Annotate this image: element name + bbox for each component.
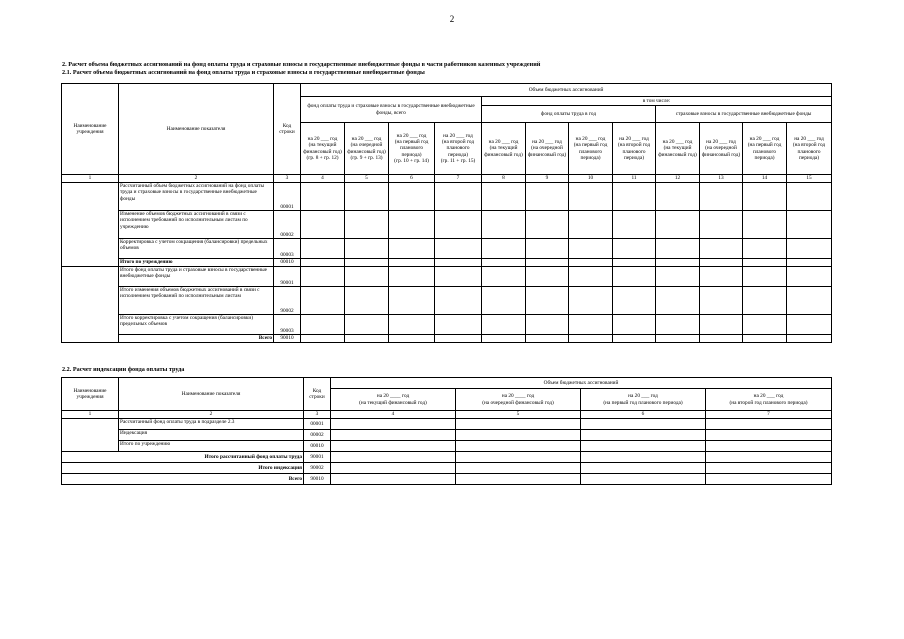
year-header: на 20 ___ год (на первый год планового периода) [743,123,787,175]
header-payroll: фонд оплаты труда в год [482,106,656,123]
value-cell [706,419,832,430]
value-cell [456,419,581,430]
table-row [62,239,832,259]
value-cell [435,315,482,335]
header-total-group: фонд оплаты труда и страховые взносы в государственные внебюджетные фонды, всего [301,97,482,123]
institution-cell [62,315,119,335]
value-cell [613,183,656,211]
value-cell [700,211,743,239]
value-cell [301,315,345,335]
column-number: 4 [301,175,345,183]
value-cell [613,267,656,287]
value-cell [613,239,656,259]
column-number: 2 [119,175,274,183]
year-header: на 20 ___ год (на первый год планового периода) (гр. 10 + гр. 14) [389,123,435,175]
column-number: 3 [274,175,301,183]
value-cell [435,239,482,259]
value-cell [581,441,706,452]
row-code: 00010 [274,259,301,267]
column-number: 10 [569,175,613,183]
value-cell [700,183,743,211]
value-cell [389,287,435,315]
header-including: в том числе: [482,97,832,106]
year-header: на 20 ___ год (на первый год планового периода) [581,389,706,411]
value-cell [345,315,389,335]
row-label: Рассчитанный фонд оплаты труда в подразделе 2.3 [119,419,304,430]
column-number: 4 [331,411,456,419]
value-cell [569,267,613,287]
value-cell [569,315,613,335]
value-cell [787,315,832,335]
value-cell [581,474,706,485]
year-header: на 20 ___ год (на текущий финансовый год) [482,123,526,175]
column-number: 1 [62,175,119,183]
value-cell [301,335,345,343]
value-cell [700,287,743,315]
value-cell [526,287,569,315]
subsection-1-title: 2.1. Расчет объема бюджетных ассигнований на фонд оплаты труда и страховые взносы в государственные внебюджетные фонды [62,69,425,76]
value-cell [569,287,613,315]
year-header: на 20 ___ год (на очередной финансовый год) (гр. 9 + гр. 13) [345,123,389,175]
value-cell [389,211,435,239]
value-cell [435,335,482,343]
column-number: 12 [656,175,700,183]
value-cell [345,287,389,315]
value-cell [787,183,832,211]
value-cell [482,315,526,335]
value-cell [526,335,569,343]
section-title: 2. Расчет объема бюджетных ассигнований на фонд оплаты труда и страховые взносы в государственные внебюджетные фонды в части работников казенных учреждений [62,61,541,68]
value-cell [787,287,832,315]
value-cell [656,287,700,315]
header-budget: Объем бюджетных ассигнований [331,378,832,389]
value-cell [526,259,569,267]
value-cell [706,463,832,474]
row-code: 90002 [274,287,301,315]
column-number: 5 [456,411,581,419]
value-cell [482,211,526,239]
page-number: 2 [449,14,455,24]
table-row [62,463,832,474]
table-row [62,430,832,441]
table-row [62,183,832,211]
table-row [62,315,832,335]
value-cell [656,183,700,211]
row-code: 90001 [304,452,331,463]
year-header: на 20 ___ год (на второй год планового периода) [706,389,832,411]
year-header: на 20 ____ год (на текущий финансовый год) [331,389,456,411]
value-cell [456,463,581,474]
value-cell [656,267,700,287]
value-cell [526,211,569,239]
value-cell [706,441,832,452]
value-cell [526,267,569,287]
value-cell [700,315,743,335]
value-cell [389,315,435,335]
value-cell [743,259,787,267]
value-cell [526,315,569,335]
value-cell [526,183,569,211]
row-code: 00002 [304,430,331,441]
value-cell [301,259,345,267]
subsection-2-title: 2.2. Расчет индексации фонда оплаты труда [62,366,185,373]
column-number: 6 [581,411,706,419]
row-code: 00001 [274,183,301,211]
value-cell [787,239,832,259]
value-cell [482,239,526,259]
value-cell [456,474,581,485]
value-cell [345,259,389,267]
value-cell [331,441,456,452]
column-number: 14 [743,175,787,183]
table-row [62,441,832,452]
year-header: на 20 ___ год (на первый год планового периода) [569,123,613,175]
row-label: Индексация [119,430,304,441]
column-number-row [62,411,832,419]
year-header: на 20 ___ год (на текущий финансовый год) (гр. 8 + гр. 12) [301,123,345,175]
value-cell [456,430,581,441]
value-cell [613,259,656,267]
value-cell [743,315,787,335]
value-cell [526,239,569,259]
column-number: 3 [304,411,331,419]
value-cell [787,211,832,239]
table-row [62,287,832,315]
value-cell [301,183,345,211]
value-cell [435,183,482,211]
value-cell [345,211,389,239]
value-cell [389,267,435,287]
row-label: Итого индексация [62,463,304,474]
value-cell [706,452,832,463]
row-code: 00001 [304,419,331,430]
value-cell [743,267,787,287]
value-cell [706,430,832,441]
value-cell [389,239,435,259]
value-cell [331,463,456,474]
year-header: на 20 ___ год (на второй год планового периода) (гр. 11 + гр. 15) [435,123,482,175]
column-number: 9 [526,175,569,183]
value-cell [569,259,613,267]
value-cell [613,315,656,335]
value-cell [787,335,832,343]
value-cell [389,183,435,211]
table-row [62,211,832,239]
value-cell [331,419,456,430]
value-cell [569,239,613,259]
budget-calculation-table [61,83,832,343]
row-code: 00003 [274,239,301,259]
value-cell [743,287,787,315]
value-cell [656,239,700,259]
institution-cell [62,335,119,343]
row-label: Итого по учреждению [119,259,274,267]
row-label: Изменение объемов бюджетных ассигнований в связи с исполнением требований по исполнительным листам по учреждению [119,211,274,239]
row-code: 90002 [304,463,331,474]
row-code: 90010 [304,474,331,485]
row-code: 00010 [304,441,331,452]
column-number: 1 [62,411,119,419]
value-cell [389,335,435,343]
value-cell [345,183,389,211]
column-number: 11 [613,175,656,183]
column-number-row [62,175,832,183]
indexation-table [61,377,832,485]
value-cell [345,335,389,343]
institution-cell [62,267,119,287]
value-cell [331,474,456,485]
header-code: Код строки [304,378,331,411]
year-header: на 20 ___ год (на второй год планового периода) [787,123,832,175]
header-budget: Объем бюджетных ассигнований [301,84,832,97]
value-cell [743,335,787,343]
value-cell [787,259,832,267]
row-code: 90001 [274,267,301,287]
value-cell [301,239,345,259]
value-cell [389,259,435,267]
header-indicator: Наименование показателя [119,84,274,175]
column-number: 15 [787,175,832,183]
row-label: Итого корректировка с учетом сокращения (балансировки) предельных объемов [119,315,274,335]
value-cell [743,211,787,239]
value-cell [569,211,613,239]
value-cell [345,267,389,287]
value-cell [700,335,743,343]
value-cell [301,267,345,287]
value-cell [700,239,743,259]
column-number: 13 [700,175,743,183]
row-label: Итого рассчитанный фонд оплаты труда [62,452,304,463]
value-cell [482,335,526,343]
table-row [62,259,832,267]
value-cell [456,441,581,452]
value-cell [613,287,656,315]
value-cell [613,335,656,343]
value-cell [301,211,345,239]
year-header: на 20 ___ год (на второй год планового периода) [613,123,656,175]
value-cell [435,211,482,239]
value-cell [743,183,787,211]
table-row [62,419,832,430]
row-code: 90010 [274,335,301,343]
header-insurance: страховые взносы в государственные внебюджетные фонды [656,106,832,123]
value-cell [435,259,482,267]
column-number: 2 [119,411,304,419]
row-code: 00002 [274,211,301,239]
year-header: на 20 ___ год (на очередной финансовый год) [700,123,743,175]
institution-cell [62,287,119,315]
column-number: 7 [435,175,482,183]
header-institution: Наименование учреждения [62,378,119,411]
value-cell [656,211,700,239]
row-label: Итого изменения объемов бюджетных ассигнований в связи с исполнением требований по исполнительным листам [119,287,274,315]
value-cell [482,183,526,211]
table-row [62,452,832,463]
table-row [62,335,832,343]
value-cell [656,335,700,343]
header-code: Код строки [274,84,301,175]
value-cell [706,474,832,485]
value-cell [331,452,456,463]
row-label: Всего [119,335,274,343]
value-cell [613,211,656,239]
year-header: на 20 ___ год (на текущий финансовый год) [656,123,700,175]
year-header: на 20 ___ год (на очередной финансовый год) [526,123,569,175]
column-number: 6 [389,175,435,183]
value-cell [435,267,482,287]
value-cell [569,183,613,211]
value-cell [301,287,345,315]
table-row [62,267,832,287]
value-cell [581,419,706,430]
value-cell [569,335,613,343]
value-cell [656,259,700,267]
row-label: Итого по учреждению [119,441,304,452]
value-cell [482,267,526,287]
value-cell [482,287,526,315]
header-institution: Наименование учреждения [62,84,119,175]
row-label: Рассчитанный объем бюджетных ассигнований на фонд оплаты труда и страховые взносы в государственные внебюджетные фонды [119,183,274,211]
value-cell [345,239,389,259]
value-cell [700,259,743,267]
value-cell [700,267,743,287]
column-number: 7 [706,411,832,419]
institution-cell [62,183,119,267]
row-code: 90003 [274,315,301,335]
value-cell [581,463,706,474]
value-cell [435,287,482,315]
year-header: на 20 ____ год (на очередной финансовый год) [456,389,581,411]
value-cell [331,430,456,441]
value-cell [656,315,700,335]
row-label: Всего [62,474,304,485]
value-cell [581,430,706,441]
value-cell [787,267,832,287]
column-number: 8 [482,175,526,183]
institution-cell [62,419,119,452]
table-row [62,474,832,485]
value-cell [456,452,581,463]
value-cell [743,239,787,259]
row-label: Корректировка с учетом сокращения (балансировки) предельных объемов [119,239,274,259]
column-number: 5 [345,175,389,183]
value-cell [581,452,706,463]
value-cell [482,259,526,267]
header-indicator: Наименование показателя [119,378,304,411]
row-label: Итого фонд оплаты труда и страховые взносы в государственные внебюджетные фонды [119,267,274,287]
